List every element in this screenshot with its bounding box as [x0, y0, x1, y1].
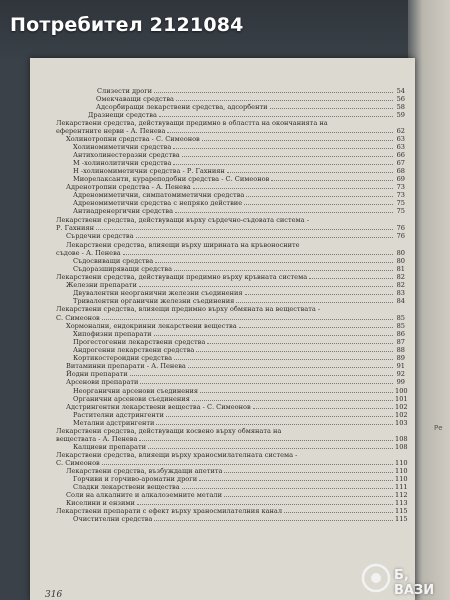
toc-leader-dots — [244, 204, 393, 205]
toc-leader-dots — [270, 108, 393, 109]
toc-entry — [73, 354, 405, 362]
toc-page-number: 92 — [396, 370, 405, 378]
toc-leader-dots — [173, 164, 393, 165]
toc-heading: Лекарствени средства, влияещи върху ширината на кръвоносните — [66, 241, 300, 249]
toc-page-number: 81 — [396, 265, 405, 273]
toc-entry-title: Р. Гахниян — [56, 224, 94, 232]
toc-entry — [56, 224, 405, 232]
toc-entry — [66, 281, 405, 289]
toc-entry — [73, 387, 408, 395]
toc-entry-title: еферентните нерви - А. Пенева — [56, 127, 166, 135]
toc-page-number: 102 — [395, 411, 408, 419]
toc-entry-title: Адсорбиращи лекарствени средства, адсорбенти — [96, 103, 268, 111]
toc-entry — [73, 175, 405, 183]
toc-page-number: 89 — [396, 354, 405, 362]
toc-page-number: 110 — [395, 475, 408, 483]
toc-entry-title: С. Симеонов — [56, 314, 100, 322]
toc-entry-title: Сърдечни средства — [66, 232, 134, 240]
toc-entry-title: Дразнещи средства — [88, 111, 157, 119]
toc-entry-title: Съдосвиващи средства — [73, 257, 154, 265]
toc-entry-title: Железни препарати — [66, 281, 137, 289]
toc-entry-title: Адренотропни средства - А. Пенева — [66, 183, 191, 191]
toc-entry-title: Очистителни средства — [73, 515, 153, 523]
toc-entry-title: Прогестогенни лекарствени средства — [73, 338, 206, 346]
toc-entry — [73, 167, 405, 175]
toc-leader-dots — [139, 286, 393, 287]
toc-entry — [66, 378, 405, 386]
toc-leader-dots — [173, 148, 393, 149]
toc-entry-title: Холинотропни средства - С. Симеонов — [66, 135, 200, 143]
toc-entry-title: Йодни препарати — [66, 370, 128, 378]
toc-page-number: 85 — [396, 314, 405, 322]
toc-entry-title: Сладки лекарствени вещества — [73, 483, 180, 491]
toc-entry-title: Съдоразширяващи средства — [73, 265, 173, 273]
toc-page-number: 100 — [395, 387, 408, 395]
toc-page-number: 69 — [396, 175, 405, 183]
toc-page-number: 75 — [396, 207, 405, 215]
toc-entry-title: М -холинолитични средства — [73, 159, 172, 167]
toc-heading: Лекарствени средства, влияещи предимно върху обмяната на веществата - — [56, 305, 321, 313]
watermark-logo-icon — [357, 562, 395, 594]
toc-entry — [73, 515, 408, 523]
toc-heading: Лекарствени средства, влияещи върху храносмилателната система - — [56, 451, 298, 459]
toc-page-number: 59 — [396, 111, 405, 119]
toc-page-number: 58 — [396, 103, 405, 111]
toc-leader-dots — [102, 464, 393, 465]
toc-entry-title: Горчиви и горчиво-ароматни дроги — [73, 475, 198, 483]
toc-entry-title: Андрогенни лекарствени средства — [73, 346, 195, 354]
toc-entry — [73, 475, 408, 483]
toc-entry-title: С. Симеонов — [56, 459, 100, 467]
toc-entry — [73, 143, 405, 151]
toc-leader-dots — [154, 92, 393, 93]
toc-page-number: 85 — [396, 322, 405, 330]
toc-entry-title: веществата - А. Пенева — [56, 435, 138, 443]
toc-page-number: 62 — [396, 127, 405, 135]
toc-page-number: 54 — [396, 87, 405, 95]
toc-leader-dots — [175, 212, 393, 213]
toc-page-number: 73 — [396, 191, 405, 199]
toc-leader-dots — [199, 480, 393, 481]
toc-page-number: 99 — [396, 378, 405, 386]
toc-page-number: 110 — [395, 459, 408, 467]
toc-entry — [73, 257, 405, 265]
toc-leader-dots — [96, 229, 393, 230]
toc-leader-dots — [284, 512, 393, 513]
toc-leader-dots — [202, 140, 393, 141]
toc-entry — [66, 499, 408, 507]
toc-page-number: 108 — [395, 443, 408, 451]
toc-entry — [66, 183, 405, 191]
toc-page-number: 115 — [395, 507, 408, 515]
toc-page-number: 86 — [396, 330, 405, 338]
toc-leader-dots — [167, 132, 393, 133]
toc-entry — [66, 467, 408, 475]
toc-entry-title: Тривалентни органични железни съединения — [73, 297, 235, 305]
toc-leader-dots — [271, 180, 393, 181]
toc-entry — [73, 199, 405, 207]
watermark-text: Б, ВАЗИ — [394, 568, 435, 598]
toc-entry — [96, 95, 405, 103]
toc-entry-title: Киселини и ензими — [66, 499, 135, 507]
toc-page-number: 76 — [396, 224, 405, 232]
toc-entry — [73, 338, 405, 346]
toc-entry — [73, 289, 405, 297]
toc-page-number: 113 — [395, 499, 408, 507]
toc-entry-title: Двувалентни неорганични железни съединения — [73, 289, 243, 297]
toc-leader-dots — [136, 237, 393, 238]
toc-leader-dots — [137, 504, 393, 505]
toc-entry — [56, 127, 405, 135]
banner-title: Потребител 2121084 — [10, 14, 244, 36]
toc-page-number: 73 — [396, 183, 405, 191]
document-page — [30, 58, 415, 600]
toc-page-number: 112 — [395, 491, 408, 499]
toc-entry — [56, 249, 405, 257]
toc-leader-dots — [188, 367, 393, 368]
toc-leader-dots — [176, 100, 393, 101]
toc-page-number: 102 — [395, 403, 408, 411]
toc-leader-dots — [174, 359, 393, 360]
toc-page-number: 91 — [396, 362, 405, 370]
toc-page-number: 87 — [396, 338, 405, 346]
toc-leader-dots — [236, 302, 393, 303]
toc-entry — [73, 419, 408, 427]
toc-entry-title: Соли на алкалните и алкалоземните метали — [66, 491, 222, 499]
toc-entry — [73, 330, 405, 338]
toc-leader-dots — [239, 327, 393, 328]
toc-leader-dots — [182, 488, 393, 489]
table-of-contents — [30, 58, 415, 600]
toc-entry — [96, 103, 405, 111]
toc-page-number: 103 — [395, 419, 408, 427]
toc-entry-title: Адреномиметични, симпатомиметични средства — [73, 191, 245, 199]
toc-leader-dots — [174, 270, 393, 271]
toc-leader-dots — [224, 496, 393, 497]
toc-leader-dots — [192, 400, 393, 401]
toc-entry-title: Калциеви препарати — [73, 443, 147, 451]
toc-page-number: 75 — [396, 199, 405, 207]
toc-entry — [66, 135, 405, 143]
toc-leader-dots — [166, 416, 393, 417]
toc-page-number: 88 — [396, 346, 405, 354]
toc-heading: Лекарствени средства, действуващи косвено върху обмяната на — [56, 427, 282, 435]
toc-entry — [66, 232, 405, 240]
toc-leader-dots — [123, 254, 393, 255]
toc-leader-dots — [156, 424, 393, 425]
toc-entry — [66, 403, 408, 411]
toc-entry — [73, 346, 405, 354]
toc-leader-dots — [148, 448, 393, 449]
toc-page-number: 84 — [396, 297, 405, 305]
toc-page-number: 63 — [396, 135, 405, 143]
side-text: Ре — [434, 424, 443, 432]
toc-leader-dots — [224, 472, 393, 473]
page-number: 316 — [45, 590, 63, 600]
toc-leader-dots — [253, 408, 393, 409]
toc-page-number: 76 — [396, 232, 405, 240]
toc-entry — [56, 459, 408, 467]
toc-entry — [73, 207, 405, 215]
toc-leader-dots — [196, 351, 393, 352]
toc-page-number: 111 — [395, 483, 408, 491]
toc-leader-dots — [102, 319, 393, 320]
toc-page-number: 101 — [395, 395, 408, 403]
toc-entry — [73, 483, 408, 491]
toc-entry — [56, 507, 408, 515]
toc-leader-dots — [200, 392, 393, 393]
toc-entry — [73, 443, 408, 451]
toc-entry-title: Арсенови препарати — [66, 378, 139, 386]
toc-entry — [73, 159, 405, 167]
toc-page-number: 80 — [396, 249, 405, 257]
toc-leader-dots — [159, 116, 393, 117]
toc-leader-dots — [207, 343, 393, 344]
toc-leader-dots — [154, 335, 393, 336]
toc-entry — [56, 435, 408, 443]
toc-entry — [73, 395, 408, 403]
toc-entry-title: Органични арсенови съединения — [73, 395, 190, 403]
toc-leader-dots — [140, 383, 393, 384]
toc-entry-title: съдове - А. Пенева — [56, 249, 121, 257]
toc-entry — [97, 87, 405, 95]
toc-entry — [88, 111, 405, 119]
toc-entry-title: Хипофизни препарати — [73, 330, 152, 338]
toc-entry-title: Холиномиметични средства — [73, 143, 172, 151]
toc-entry — [56, 314, 405, 322]
toc-page-number: 108 — [395, 435, 408, 443]
toc-entry-title: Адреномиметични средства с непряко действие — [73, 199, 243, 207]
toc-page-number: 80 — [396, 257, 405, 265]
toc-entry-title: Растителни адстрингенти — [73, 411, 164, 419]
toc-page-number: 82 — [396, 281, 405, 289]
toc-entry — [56, 273, 405, 281]
toc-entry — [73, 265, 405, 273]
toc-entry-title: Омекчаващи средства — [96, 95, 174, 103]
toc-heading: Лекарствени средства, действуващи върху сърдечно-съдовата система - — [56, 216, 309, 224]
toc-entry-title: Лекарствени препарати с ефект върху храносмилателния канал — [56, 507, 283, 515]
toc-leader-dots — [245, 294, 393, 295]
toc-entry-title: Метални адстрингенти — [73, 419, 155, 427]
top-banner — [0, 0, 450, 58]
toc-entry — [73, 191, 405, 199]
toc-leader-dots — [227, 172, 393, 173]
toc-leader-dots — [246, 196, 393, 197]
toc-entry-title: Антиадренергични средства — [73, 207, 174, 215]
toc-entry — [73, 151, 405, 159]
toc-page-number: 115 — [395, 515, 408, 523]
toc-entry — [66, 370, 405, 378]
toc-entry-title: Антихолинестеразни средства — [73, 151, 180, 159]
toc-page-number: 67 — [396, 159, 405, 167]
toc-entry — [73, 411, 408, 419]
toc-entry-title: Слизести дроги — [97, 87, 153, 95]
toc-entry-title: Н -холиномиметични средства - Р. Гахниян — [73, 167, 225, 175]
toc-entry-title: Неорганични арсенови съединения — [73, 387, 199, 395]
toc-page-number: 110 — [395, 467, 408, 475]
toc-page-number: 82 — [396, 273, 405, 281]
toc-leader-dots — [139, 440, 393, 441]
toc-page-number: 66 — [396, 151, 405, 159]
toc-leader-dots — [130, 375, 393, 376]
toc-leader-dots — [193, 188, 393, 189]
toc-entry-title: Лекарствени средства, възбуждащи апетита — [66, 467, 223, 475]
toc-leader-dots — [309, 278, 393, 279]
toc-page-number: 63 — [396, 143, 405, 151]
toc-entry — [66, 491, 408, 499]
toc-entry-title: Хормонални, ендокринни лекарствени вещества — [66, 322, 237, 330]
toc-leader-dots — [182, 156, 393, 157]
toc-entry-title: Витаминни препарати - А. Пенева — [66, 362, 186, 370]
toc-entry-title: Лекарствени средства, действуващи предимно върху кръвната система — [56, 273, 308, 281]
toc-entry-title: Адстрингентни лекарствени вещества - С. Симеонов — [66, 403, 251, 411]
toc-leader-dots — [154, 520, 393, 521]
toc-entry-title: Миорелаксанти, курареподобни средства - С. Симеонов — [73, 175, 270, 183]
toc-entry — [66, 362, 405, 370]
toc-page-number: 68 — [396, 167, 405, 175]
toc-heading: Лекарствени средства, действуващи предимно в областта на окончанията на — [56, 119, 328, 127]
toc-entry — [73, 297, 405, 305]
toc-entry — [66, 322, 405, 330]
toc-page-number: 83 — [396, 289, 405, 297]
toc-entry-title: Кортикостероидни средства — [73, 354, 173, 362]
toc-page-number: 56 — [396, 95, 405, 103]
toc-leader-dots — [155, 262, 393, 263]
